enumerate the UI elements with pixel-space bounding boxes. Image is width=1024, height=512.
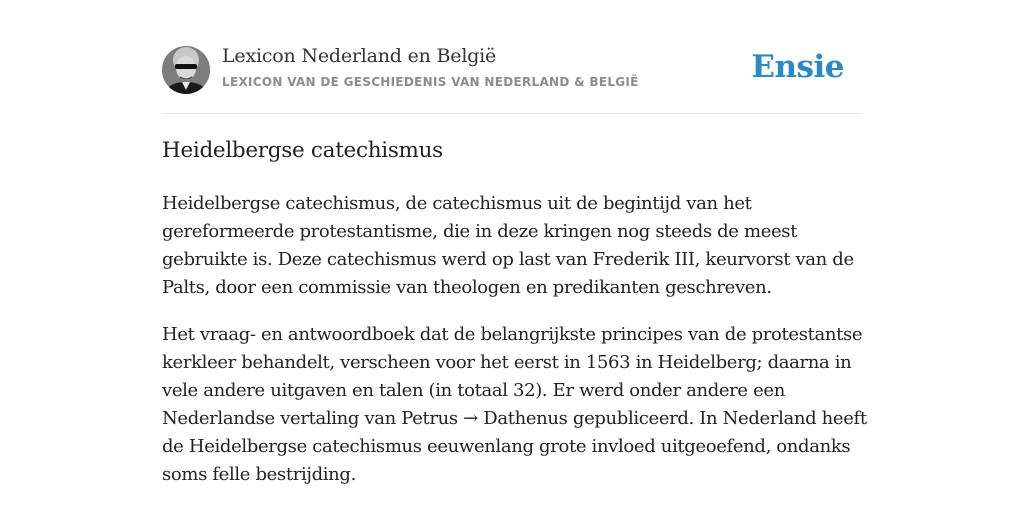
person-portrait-icon [162, 46, 210, 94]
article-title: Heidelbergse catechismus [162, 138, 443, 163]
main-content [162, 0, 867, 485]
source-subtitle: LEXICON VAN DE GESCHIEDENIS VAN NEDERLAND & BELGIË [222, 75, 639, 89]
paragraph [162, 321, 877, 489]
paragraph: Heidelbergse catechismus, de catechismus uit de begintijd van het gereformeerde protestantisme, die in deze kringen nog steeds de meest gebruikte is. Deze catechismus werd op last van Frederik III, keurvorst van de Palts, door een commissie van theologen en predikanten geschreven. [162, 193, 854, 298]
source-title[interactable]: Lexicon Nederland en België [222, 45, 497, 67]
brand-logo[interactable]: Ensie [751, 49, 844, 85]
paragraph-text: gepubliceerd. In Nederland heeft de Heidelbergse catechismus eeuwenlang grote invloed uitgeoefend, ondanks soms felle bestrijding. [162, 408, 867, 485]
source-header [162, 0, 862, 114]
cross-reference-link[interactable]: → Dathenus [463, 408, 568, 429]
article-body [162, 190, 877, 508]
avatar[interactable] [162, 46, 210, 94]
paragraph-text: Het vraag- en antwoordboek dat de belangrijkste principes van de protestantse kerkleer behandelt, verscheen voor het eerst in 1563 in Heidelberg; daarna in vele andere uitgaven en talen (in totaal 32). Er werd onder andere een Nederlandse vertaling van Petrus [162, 324, 863, 429]
